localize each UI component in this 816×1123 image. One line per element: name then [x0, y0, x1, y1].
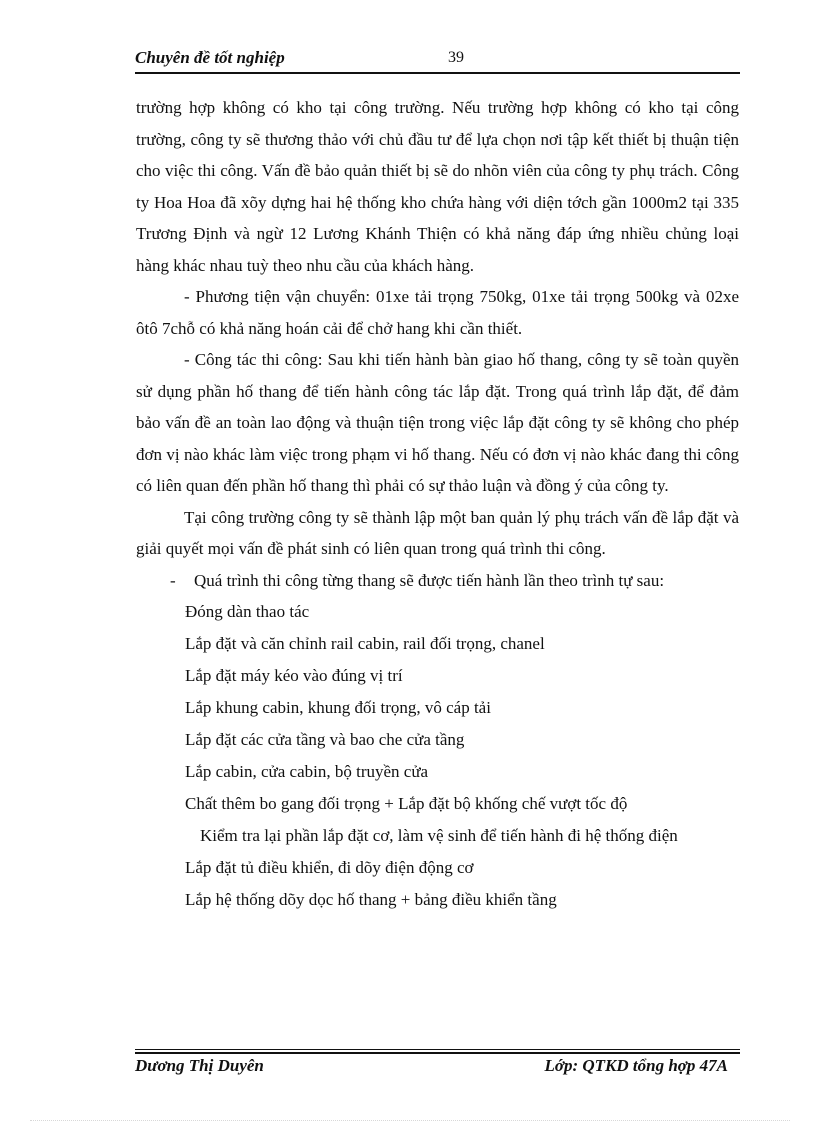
process-step: Lắp khung cabin, khung đối trọng, vô cáp tải [185, 698, 491, 717]
bullet-dash: - [170, 570, 176, 590]
process-step: Chất thêm bo gang đối trọng + Lắp đặt bộ khống chế vượt tốc độ [185, 794, 628, 813]
paragraph-construction: - Công tác thi công: Sau khi tiến hành bàn giao hố thang, công ty sẽ toàn quyền sử dụng phần hố thang để tiến hành công tác lắp đặt. Trong quá trình lắp đặt, để đảm bảo vấn đề an toàn lao động và thuận tiện trong việc lắp đặt công ty sẽ không cho phép đơn vị nào khác làm việc trong phạm vi hố thang. Nếu có đơn vị nào khác đang thi công có liên quan đến phần hố thang thì phải có sự thảo luận và đồng ý của công ty. [136, 350, 739, 495]
page-header [135, 48, 739, 72]
footer-rule-thin [135, 1049, 740, 1050]
process-intro [136, 565, 739, 597]
process-step: Lắp đặt các cửa tầng và bao che cửa tầng [185, 730, 465, 749]
paragraph-storage: trường hợp không có kho tại công trường. Nếu trường hợp không có kho tại công trường, công ty sẽ thương thảo với chủ đầu tư để lựa chọn nơi tập kết thiết bị thuận tiện cho việc thi công. Vấn đề bảo quản thiết bị sẽ do nhõn viên của công ty phụ trách. Công ty Hoa Hoa đã xõy dựng hai hệ thống kho chứa hàng với diện tớch gần 1000m2 tại 335 Trương Định và ngừ 12 Lương Khánh Thiện có khả năng đáp ứng nhiều chủng loại hàng khác nhau tuỳ theo nhu cầu của khách hàng. [136, 98, 739, 275]
process-step: Đóng dàn thao tác [185, 602, 310, 621]
process-step: Kiểm tra lại phần lắp đặt cơ, làm vệ sinh để tiến hành đi hệ thống điện [200, 826, 678, 845]
process-step: Lắp cabin, cửa cabin, bộ truyền cửa [185, 762, 429, 781]
process-step: Lắp hệ thống dõy dọc hố thang + bảng điều khiển tầng [185, 890, 557, 909]
document-body [136, 92, 739, 916]
paragraph-management: Tại công trường công ty sẽ thành lập một ban quản lý phụ trách vấn đề lắp đặt và giải quyết mọi vấn đề phát sinh có liên quan trong quá trình thi công. [136, 507, 739, 558]
process-intro-text: Quá trình thi công từng thang sẽ được tiến hành lần theo trình tự sau: [194, 570, 665, 590]
page-edge-divider [30, 1120, 790, 1121]
process-step: Lắp đặt và căn chỉnh rail cabin, rail đối trọng, chanel [185, 634, 545, 653]
page-number: 39 [448, 49, 464, 66]
process-step: Lắp đặt máy kéo vào đúng vị trí [185, 666, 403, 685]
paragraph-transport: - Phương tiện vận chuyển: 01xe tải trọng 750kg, 01xe tải trọng 500kg và 02xe ôtô 7chỗ có khả năng hoán cải để chở hang khi cần thiết. [136, 287, 739, 338]
header-title: Chuyên đề tốt nghiệp [135, 48, 285, 67]
footer-rule-thick [135, 1052, 740, 1054]
footer-author: Dương Thị Duyên [135, 1056, 264, 1075]
footer-class: Lớp: QTKD tổng hợp 47A [544, 1056, 728, 1075]
process-step: Lắp đặt tủ điều khiển, đi dõy điện động cơ [185, 858, 474, 877]
header-rule [135, 72, 740, 74]
